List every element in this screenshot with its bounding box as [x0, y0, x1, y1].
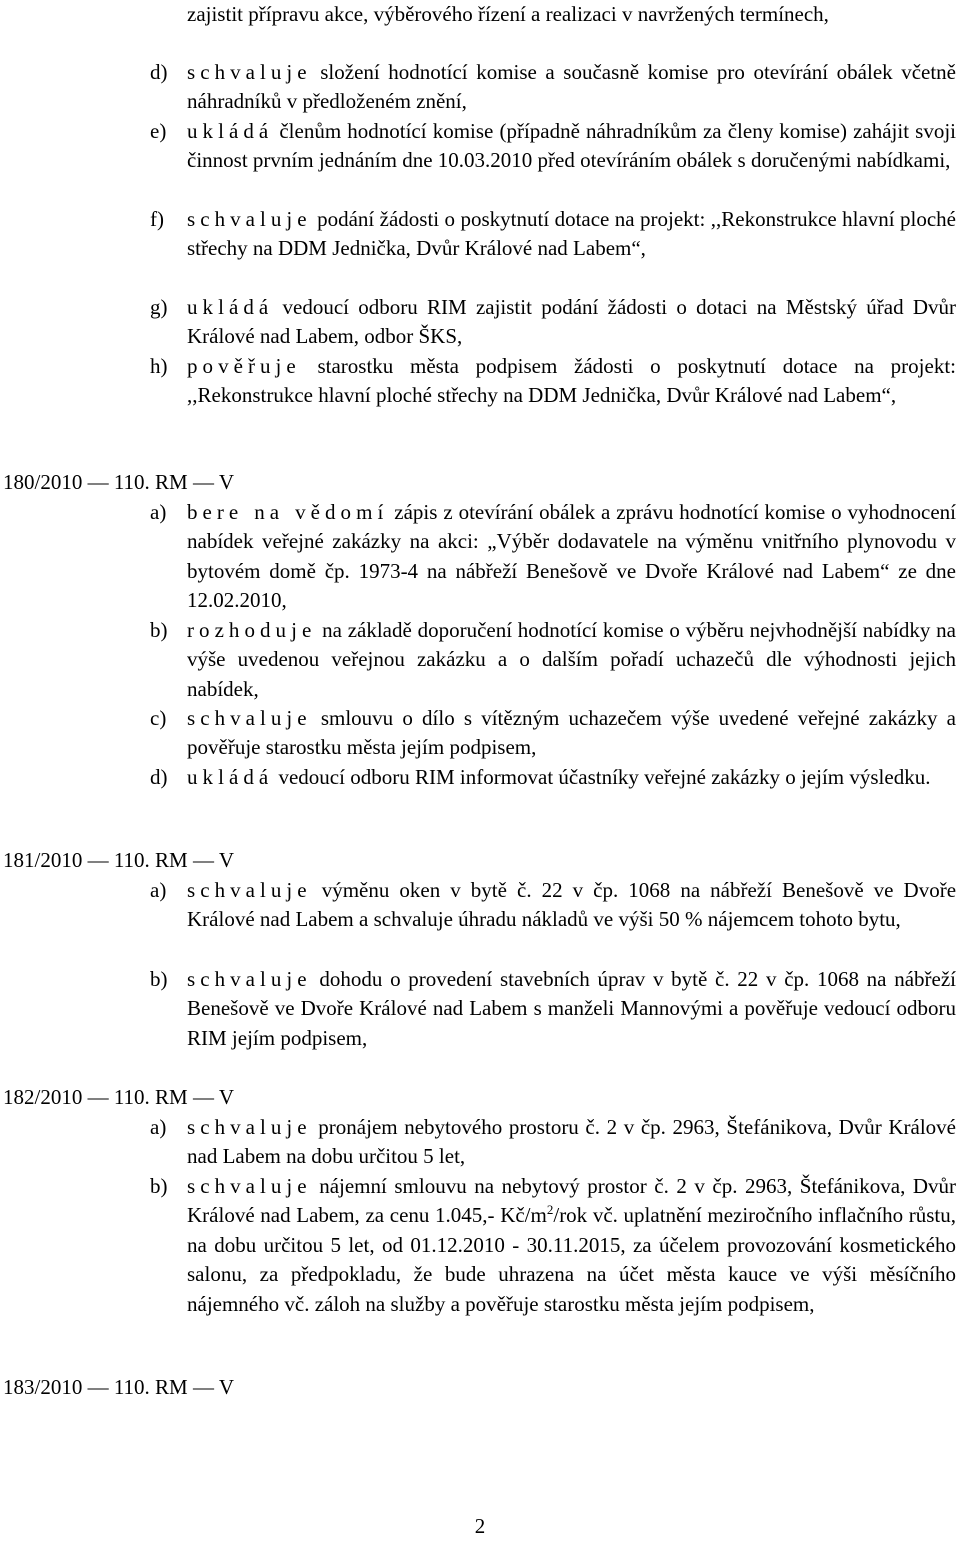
item-label: g): [150, 295, 168, 319]
resolution-verb: pověřuje: [187, 354, 301, 378]
item-text: složení hodnotící komise a současně komise pro otevírání obálek včetně náhradníků v předloženém znění,: [187, 60, 957, 114]
resolution-header: 183/2010 — 110. RM — V: [3, 1375, 235, 1399]
resolution-item: [150, 0, 956, 29]
item-text: vedoucí odboru RIM zajistit podání žádosti o dotaci na Městský úřad Dvůr Králové nad Labem, odbor ŠKS,: [187, 295, 957, 349]
resolution-verb: bere na vědomí: [187, 500, 389, 524]
item-text: starostku města podpisem žádosti o poskytnutí dotace na projekt: ,,Rekonstrukce hlavní ploché střechy na DDM Jednička, Dvůr Králové nad Labem“,: [187, 354, 956, 408]
resolution-verb: schvaluje: [187, 1174, 312, 1198]
resolution-item: [150, 876, 956, 935]
resolution-item: [150, 1172, 956, 1319]
item-text: pronájem nebytového prostoru č. 2 v čp. 2963, Štefánikova, Dvůr Králové nad Labem na dobu určitou 5 let,: [187, 1115, 957, 1169]
item-text: dohodu o provedení stavebních úprav v bytě č. 22 v čp. 1068 na nábřeží Benešově ve Dvoře Králové nad Labem s manželi Mannovými a pověřuje vedoucí odboru RIM jejím podpisem,: [187, 967, 956, 1050]
item-text: výměnu oken v bytě č. 22 v čp. 1068 na nábřeží Benešově ve Dvoře Králové nad Labem a schvaluje úhradu nákladů ve výši 50 % nájemcem tohoto bytu,: [187, 878, 957, 932]
item-text: /rok vč. uplatnění meziročního inflačního růstu, na dobu určitou 5 let, od 01.12.2010 - 30.11.2015, za účelem provozování kosmetického salonu, za předpokladu, že bude uhrazena na účet města kauce ve výši měsíčního nájemného vč. záloh na služby a pověřuje starostku města jejím podpisem,: [187, 1203, 957, 1316]
resolution-verb: ukládá: [187, 765, 274, 789]
superscript: 2: [546, 1202, 554, 1218]
item-text: smlouvu o dílo s vítězným uchazečem výše uvedené veřejné zakázky a pověřuje starostku města jejím podpisem,: [187, 706, 956, 760]
resolution-verb: schvaluje: [187, 207, 312, 231]
item-text: na základě doporučení hodnotící komise o výběru nejvhodnější nabídky na výše uvedenou veřejnou zakázku a o dalším pořadí uchazečů dle výhodnosti jejich nabídek,: [187, 618, 956, 701]
item-label: d): [150, 765, 168, 789]
item-text: podání žádosti o poskytnutí dotace na projekt: ,,Rekonstrukce hlavní ploché střechy na DDM Jednička, Dvůr Králové nad Labem“,: [187, 207, 957, 261]
resolution-item: [150, 205, 956, 264]
resolution-item: [150, 498, 956, 616]
resolution-item: [150, 352, 956, 411]
item-label: a): [150, 878, 167, 902]
resolution-item: [150, 1113, 956, 1172]
item-label: d): [150, 60, 168, 84]
resolution-item: [150, 704, 956, 763]
item-label: a): [150, 1115, 167, 1139]
item-label: b): [150, 967, 168, 991]
resolution-verb: schvaluje: [187, 878, 312, 902]
resolution-item: [150, 965, 956, 1053]
resolution-item: [150, 616, 956, 704]
item-label: a): [150, 500, 167, 524]
item-text: zápis z otevírání obálek a zprávu hodnotící komise o vyhodnocení nabídek veřejné zakázky na akci: „Výběr dodavatele na výměnu vnitřního plynovodu v bytovém domě čp. 1973-4 na nábřeží Benešově ve Dvoře Králové nad Labem“ ze dne 12.02.2010,: [187, 500, 956, 613]
resolution-verb: rozhoduje: [187, 618, 317, 642]
item-label: f): [150, 207, 164, 231]
resolution-header: 181/2010 — 110. RM — V: [3, 848, 235, 872]
item-text: členům hodnotící komise (případně náhradníkům za členy komise) zahájit svoji činnost prvním jednáním dne 10.03.2010 před otevíráním obálek s doručenými nabídkami,: [187, 119, 956, 173]
resolution-verb: ukládá: [187, 119, 274, 143]
item-text: zajistit přípravu akce, výběrového řízení a realizaci v navržených termínech,: [187, 2, 829, 26]
resolution-header: 182/2010 — 110. RM — V: [3, 1085, 235, 1109]
item-label: e): [150, 119, 167, 143]
item-label: b): [150, 1174, 168, 1198]
item-label: c): [150, 706, 167, 730]
item-label: h): [150, 354, 168, 378]
item-text: nájemní smlouvu na nebytový prostor č. 2 v čp. 2963, Štefánikova, Dvůr Králové nad Labem, za cenu 1.045,- Kč/m: [187, 1174, 957, 1228]
resolution-verb: schvaluje: [187, 706, 312, 730]
item-text: vedoucí odboru RIM informovat účastníky veřejné zakázky o jejím výsledku.: [278, 765, 931, 789]
page-number: 2: [474, 1514, 486, 1538]
resolution-verb: ukládá: [187, 295, 274, 319]
resolution-verb: schvaluje: [187, 60, 312, 84]
item-label: b): [150, 618, 168, 642]
resolution-item: [150, 293, 956, 352]
resolution-item: [150, 117, 956, 176]
resolution-verb: schvaluje: [187, 1115, 312, 1139]
resolution-item: [150, 763, 956, 792]
resolution-header: 180/2010 — 110. RM — V: [3, 470, 235, 494]
resolution-verb: schvaluje: [187, 967, 312, 991]
resolution-item: [150, 58, 956, 117]
